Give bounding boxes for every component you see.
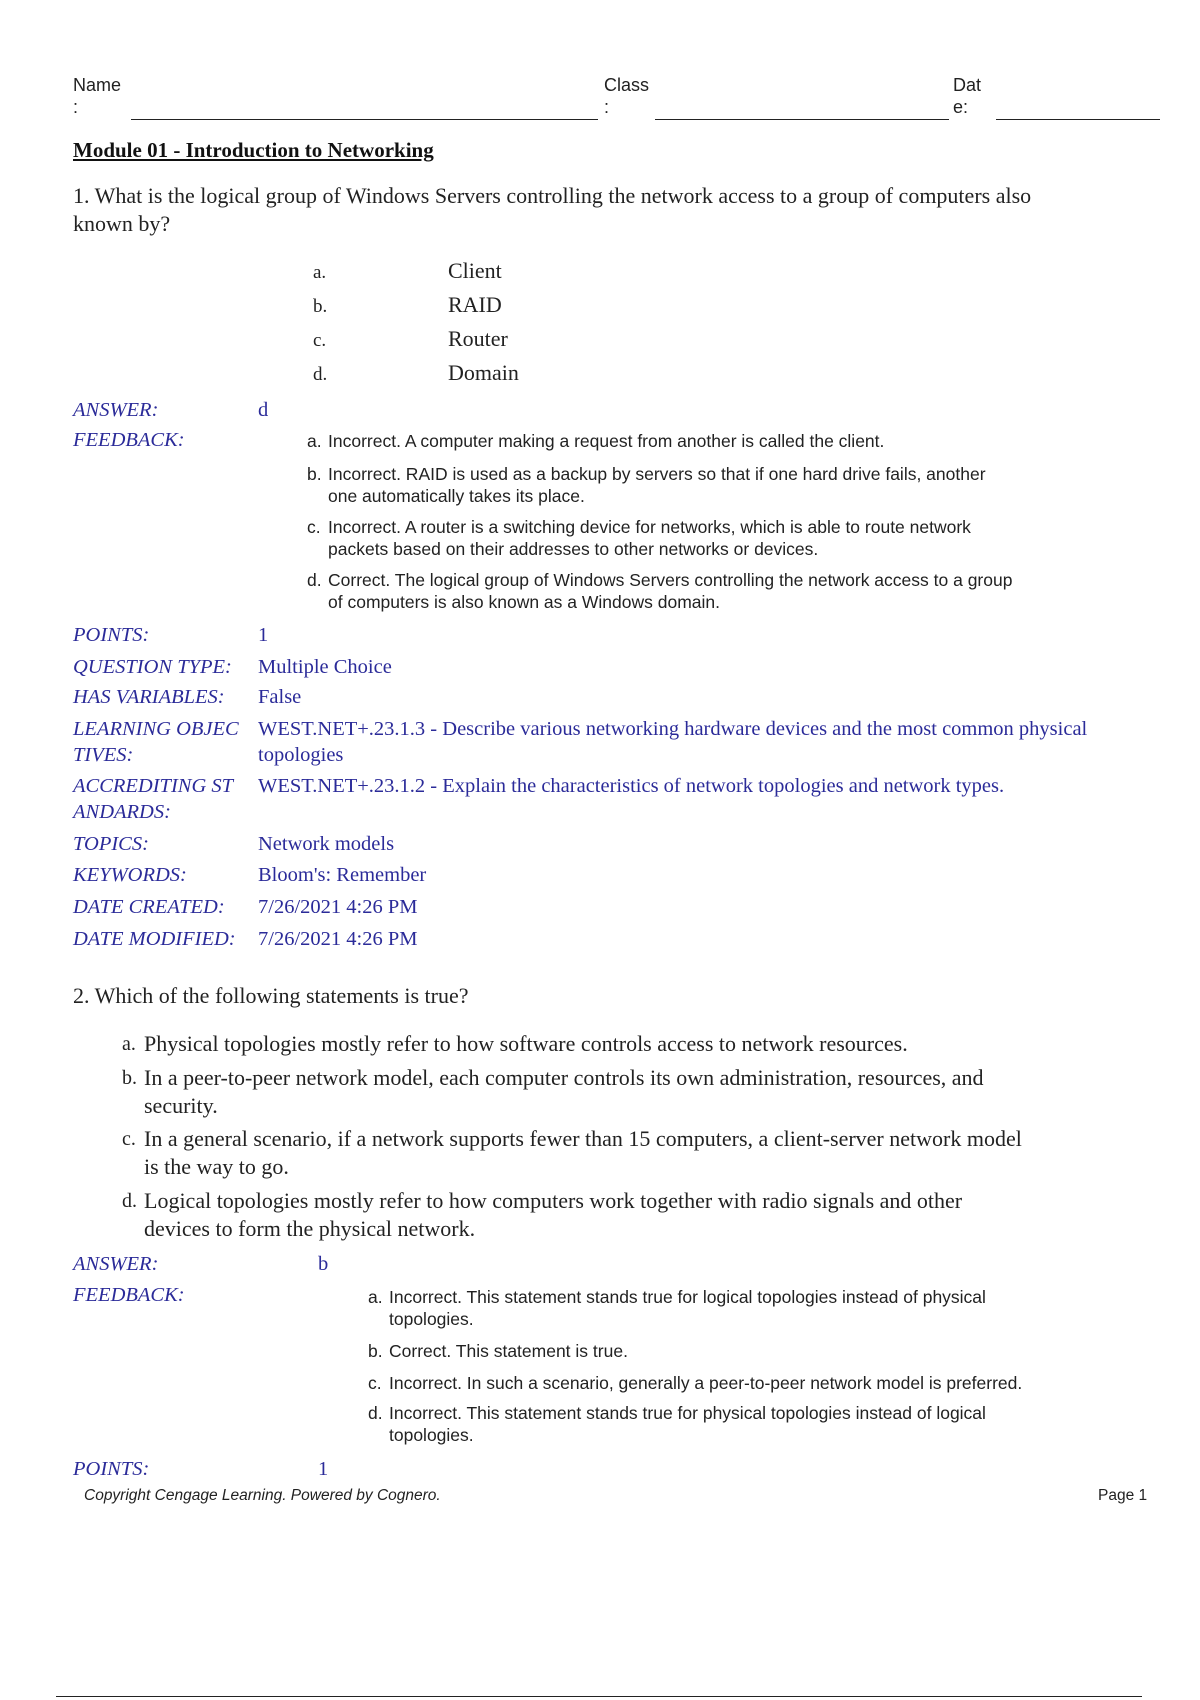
choice-text	[144, 1125, 1022, 1181]
feedback-line: Incorrect. In such a scenario, generally a peer-to-peer network model is preferred.	[389, 1373, 1023, 1393]
choice-letter: b.	[122, 1067, 137, 1089]
q2-points-value: 1	[318, 1458, 329, 1480]
date-label-line2: e:	[953, 97, 969, 117]
feedback-text	[389, 1372, 1022, 1394]
q2-answer-value: b	[318, 1253, 329, 1275]
choice-letter: c.	[122, 1128, 136, 1150]
feedback-text	[328, 516, 971, 560]
choice-text: RAID	[448, 292, 502, 317]
q1-choice-b	[313, 292, 502, 318]
q1-date-modified-label: DATE MODIFIED:	[73, 928, 236, 950]
feedback-text	[328, 569, 1012, 613]
choice-letter: c.	[313, 330, 327, 351]
feedback-letter: a.	[368, 1287, 383, 1307]
class-label-line1: Class	[604, 75, 650, 95]
feedback-line: Incorrect. RAID is used as a backup by servers so that if one hard drive fails, another	[328, 464, 986, 484]
label-line: ANDARDS:	[73, 801, 171, 823]
choice-text: Domain	[448, 360, 519, 385]
q1-keywords-value: Bloom's: Remember	[258, 864, 427, 886]
name-label-line1: Name	[73, 75, 122, 95]
q1-topics-value: Network models	[258, 833, 395, 855]
q1-date-created-value: 7/26/2021 4:26 PM	[258, 896, 418, 918]
q1-keywords-label: KEYWORDS:	[73, 864, 187, 886]
feedback-letter: d.	[307, 570, 322, 590]
q1-topics-label: TOPICS:	[73, 833, 149, 855]
feedback-line: Incorrect. A router is a switching device for networks, which is able to route network	[328, 517, 971, 537]
q1-has-variables-label: HAS VARIABLES:	[73, 686, 225, 708]
question-1	[73, 182, 1031, 238]
page-bottom-rule	[56, 1696, 1142, 1697]
feedback-letter: d.	[368, 1403, 383, 1423]
feedback-line: Incorrect. This statement stands true for physical topologies instead of logical	[389, 1403, 986, 1423]
class-label-line2: :	[604, 97, 610, 117]
q1-answer-value: d	[258, 399, 269, 421]
q1-choice-a	[313, 258, 502, 284]
q1-choice-c	[313, 326, 508, 352]
feedback-line: topologies.	[389, 1309, 474, 1329]
q1-choice-d	[313, 360, 519, 386]
choice-line: In a general scenario, if a network supports fewer than 15 computers, a client-server network model	[144, 1126, 1022, 1151]
footer-page-number: Page 1	[1098, 1487, 1148, 1504]
feedback-text	[389, 1286, 986, 1330]
name-label	[73, 74, 121, 118]
feedback-letter: c.	[307, 517, 321, 537]
q1-question-type-label: QUESTION TYPE:	[73, 656, 232, 678]
date-field-line[interactable]	[996, 119, 1160, 120]
date-label-line1: Dat	[953, 75, 982, 95]
name-label-line2: :	[73, 97, 79, 117]
choice-line: is the way to go.	[144, 1154, 289, 1179]
choice-line: In a peer-to-peer network model, each computer controls its own administration, resources, and	[144, 1065, 984, 1090]
q2-feedback-label: FEEDBACK:	[73, 1284, 185, 1306]
choice-text	[144, 1030, 908, 1058]
feedback-text	[328, 430, 884, 452]
q1-date-created-label: DATE CREATED:	[73, 896, 225, 918]
q1-answer-label: ANSWER:	[73, 399, 159, 421]
label-line: ACCREDITING ST	[73, 775, 234, 797]
class-label	[604, 74, 649, 118]
choice-line: security.	[144, 1093, 218, 1118]
q1-date-modified-value: 7/26/2021 4:26 PM	[258, 928, 418, 950]
choice-text: Router	[448, 326, 508, 351]
feedback-line: Incorrect. This statement stands true for logical topologies instead of physical	[389, 1287, 986, 1307]
q1-points-value: 1	[258, 624, 269, 646]
value-line: topologies	[258, 744, 344, 766]
date-label	[953, 74, 981, 118]
feedback-line: one automatically takes its place.	[328, 486, 585, 506]
module-title: Module 01 - Introduction to Networking	[73, 138, 434, 162]
feedback-letter: b.	[368, 1341, 383, 1361]
q1-accrediting-standards-value: WEST.NET+.23.1.2 - Explain the characteristics of network topologies and network types.	[258, 775, 1005, 797]
q2-answer-label: ANSWER:	[73, 1253, 159, 1275]
name-field-line[interactable]	[131, 119, 598, 120]
choice-letter: a.	[313, 262, 327, 283]
feedback-line: Incorrect. A computer making a request from another is called the client.	[328, 431, 885, 451]
feedback-letter: c.	[368, 1373, 382, 1393]
feedback-letter: b.	[307, 464, 322, 484]
feedback-text	[389, 1402, 986, 1446]
feedback-line: Correct. This statement is true.	[389, 1341, 628, 1361]
question-1-line1: 1. What is the logical group of Windows Servers controlling the network access to a group of computers also	[73, 183, 1032, 208]
choice-text	[144, 1187, 962, 1243]
choice-letter: a.	[122, 1033, 136, 1055]
question-2: 2. Which of the following statements is true?	[73, 983, 469, 1008]
q2-points-label: POINTS:	[73, 1458, 150, 1480]
label-line: LEARNING OBJEC	[73, 718, 239, 740]
q1-accrediting-standards-label	[73, 773, 233, 825]
choice-text: Client	[448, 258, 502, 283]
question-1-line2: known by?	[73, 211, 171, 236]
feedback-letter: a.	[307, 431, 322, 451]
q1-points-label: POINTS:	[73, 624, 150, 646]
feedback-line: packets based on their addresses to other networks or devices.	[328, 539, 819, 559]
feedback-line: Correct. The logical group of Windows Servers controlling the network access to a group	[328, 570, 1013, 590]
q1-feedback-label: FEEDBACK:	[73, 429, 185, 451]
q1-learning-objectives-value	[258, 716, 1087, 768]
choice-letter: d.	[122, 1190, 137, 1212]
footer-copyright: Copyright Cengage Learning. Powered by Cognero.	[84, 1487, 441, 1504]
q1-question-type-value: Multiple Choice	[258, 656, 392, 678]
class-field-line[interactable]	[655, 119, 949, 120]
q1-learning-objectives-label	[73, 716, 239, 768]
feedback-text	[328, 463, 986, 507]
choice-letter: d.	[313, 364, 328, 385]
choice-line: Physical topologies mostly refer to how software controls access to network resources.	[144, 1031, 908, 1056]
choice-line: Logical topologies mostly refer to how computers work together with radio signals and other	[144, 1188, 963, 1213]
choice-line: devices to form the physical network.	[144, 1216, 476, 1241]
choice-letter: b.	[313, 296, 328, 317]
choice-text	[144, 1064, 984, 1120]
q1-has-variables-value: False	[258, 686, 302, 708]
label-line: TIVES:	[73, 744, 134, 766]
value-line: WEST.NET+.23.1.3 - Describe various networking hardware devices and the most common physical	[258, 718, 1088, 740]
feedback-line: topologies.	[389, 1425, 474, 1445]
feedback-text	[389, 1340, 628, 1362]
feedback-line: of computers is also known as a Windows domain.	[328, 592, 720, 612]
